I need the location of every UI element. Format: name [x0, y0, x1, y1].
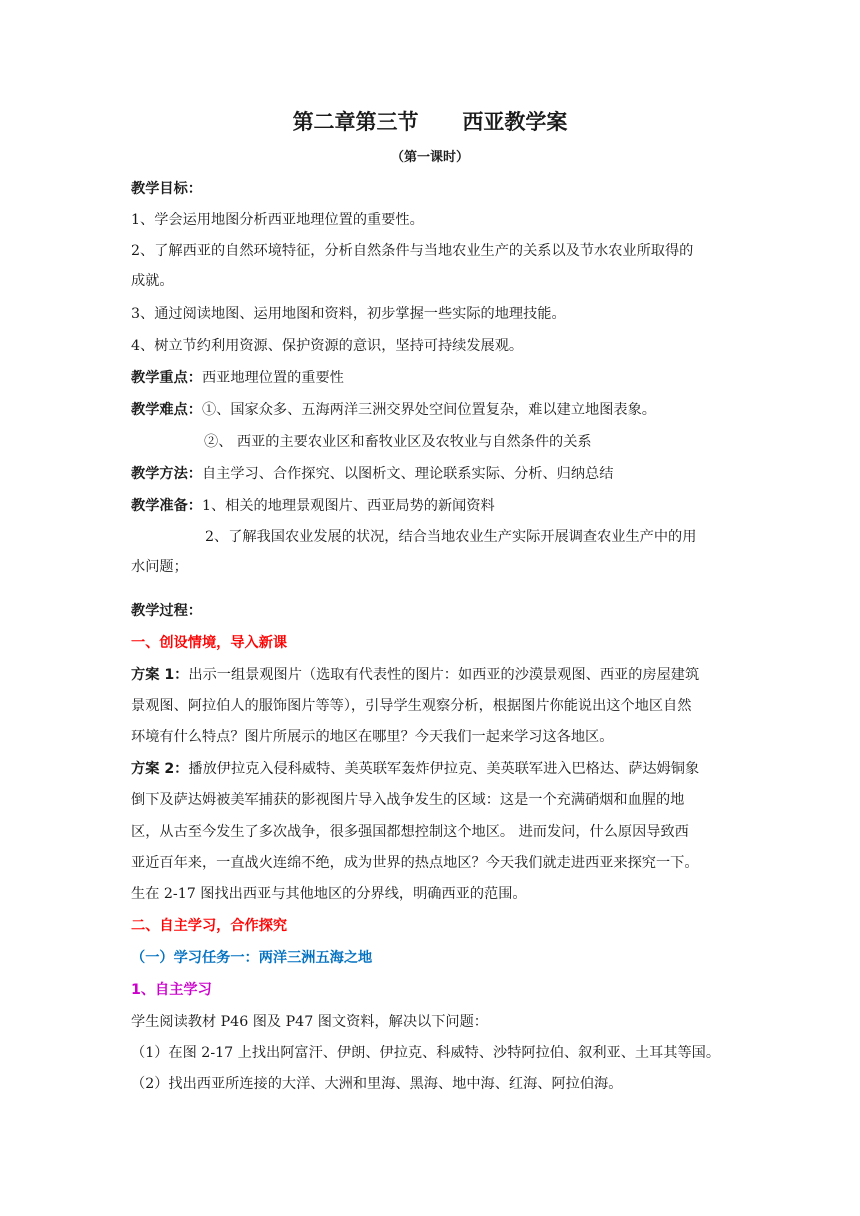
- method-text: 自主学习、合作探究、以图析文、理论联系实际、分析、归纳总结: [201, 466, 614, 482]
- objective-item: 4、树立节约利用资源、保护资源的意识，坚持可持续发展观。: [131, 338, 524, 354]
- section2-heading: 二、自主学习，合作探究: [131, 918, 288, 934]
- sub1-heading: 1、自主学习: [131, 982, 212, 998]
- plan1-text: 出示一组景观图片（选取有代表性的图片：如西亚的沙漠景观图、西亚的房屋建筑: [188, 667, 700, 683]
- page-title: 第二章第三节 西亚教学案: [292, 110, 568, 134]
- page-subtitle: （第一课时）: [390, 150, 469, 165]
- plan2-line: [131, 759, 736, 779]
- plan1-text: 环境有什么特点？图片所展示的地区在哪里？今天我们一起来学习这各地区。: [131, 729, 614, 745]
- task1-question: （1）在图 2-17 上找出阿富汗、伊朗、伊拉克、科威特、沙特阿拉伯、叙利亚、土耳其等国。: [131, 1045, 721, 1061]
- preparation-text-1: 1、相关的地理景观图片、西亚局势的新闻资料: [201, 498, 495, 514]
- difficulty-line: [131, 400, 736, 420]
- difficulty-text-2: ②、 西亚的主要农业区和畜牧业区及农牧业与自然条件的关系: [204, 434, 592, 450]
- method-line: [131, 464, 736, 484]
- plan1-text: 景观图、阿拉伯人的服饰图片等等），引导学生观察分析，根据图片你能说出这个地区自然: [131, 698, 692, 714]
- plan2-text: 区，从古至今发生了多次战争，很多强国都想控制这个地区。 进而发问，什么原因导致西: [131, 824, 689, 840]
- objective-item: 成就。: [131, 273, 174, 289]
- objective-item: 1、学会运用地图分析西亚地理位置的重要性。: [131, 212, 424, 228]
- objectives-heading: 教学目标：: [131, 181, 202, 197]
- key-point-text: 西亚地理位置的重要性: [201, 370, 344, 386]
- difficulty-label: 教学难点：: [131, 402, 202, 418]
- objective-item: 2、了解西亚的自然环境特征，分析自然条件与当地农业生产的关系以及节水农业所取得的: [131, 243, 694, 259]
- plan2-text: 生在 2-17 图找出西亚与其他地区的分界线，明确西亚的范围。: [131, 886, 527, 902]
- difficulty-text-1: ①、国家众多、五海两洋三洲交界处空间位置复杂，难以建立地图表象。: [201, 402, 656, 418]
- plan2-text: 倒下及萨达姆被美军捕获的影视图片导入战争发生的区域：这是一个充满硝烟和血腥的地: [131, 792, 685, 808]
- plan1-label: 方案 1：: [131, 667, 189, 683]
- plan1-line: [131, 665, 736, 685]
- key-point-label: 教学重点：: [131, 370, 202, 386]
- preparation-text-3: 水问题；: [131, 559, 188, 575]
- task1-heading: （一）学习任务一：两洋三洲五海之地: [131, 950, 373, 966]
- process-heading: 教学过程：: [131, 603, 202, 619]
- plan2-label: 方案 2：: [131, 761, 189, 777]
- task1-question: （2）找出西亚所连接的大洋、大洲和里海、黑海、地中海、红海、阿拉伯海。: [131, 1076, 623, 1092]
- plan2-text: 播放伊拉克入侵科威特、美英联军轰炸伊拉克、美英联军进入巴格达、萨达姆铜象: [188, 761, 700, 777]
- method-label: 教学方法：: [131, 466, 202, 482]
- section1-heading: 一、创设情境，导入新课: [131, 635, 288, 651]
- task1-intro: 学生阅读教材 P46 图及 P47 图文资料，解决以下问题：: [131, 1014, 488, 1030]
- objective-item: 3、通过阅读地图、运用地图和资料，初步掌握一些实际的地理技能。: [131, 306, 566, 322]
- plan2-text: 亚近百年来，一直战火连绵不绝，成为世界的热点地区？今天我们就走进西亚来探究一下。: [131, 855, 699, 871]
- preparation-label: 教学准备：: [131, 498, 202, 514]
- key-point-line: [131, 368, 736, 388]
- preparation-line: [131, 496, 736, 516]
- preparation-text-2: 2、了解我国农业发展的状况，结合当地农业生产实际开展调查农业生产中的用: [205, 529, 697, 545]
